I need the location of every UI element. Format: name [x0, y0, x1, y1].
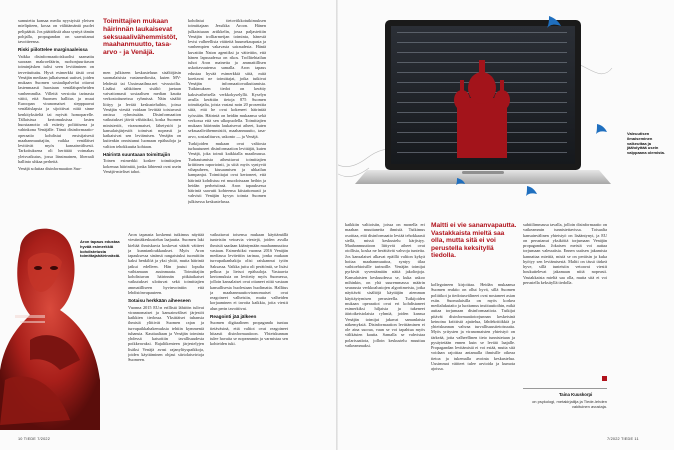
- col3-lower-body-end: Suomen digitaalinen propaganda tuntuu tietäväsinä, että valtiot ovat reagoineet hitaasti disinformaatioon. Yhteiskunnan tulee havaita se nopeammin ja varmistaa sen kohteiden tuki.: [210, 320, 288, 347]
- col1-heading: Riski piilottelee marginaaleissa: [18, 47, 88, 53]
- col2-lower-body-end: Vuonna 2015 EU:n erillistä lähtöön tulivat virannomaiset ja kansainväliset järjestöt kaikkien tiedossa. Yksittäiset tuhansia ihmisiä ylittivät Suomen rajan ja turvapaikkahakemuksia tehtiin kymmeniä tuhansia. Kauttaaltaan ja Venäjän toiminta yhdessä katsottiin tavallisuudesta poikkeavaksi. Rajaliikenteen järjestelyjen lisäksi Venäjä avasi rajanylityspaikkoja, joiden käyttäminen ohjasi siirtolaisvirtoja Suomeen.: [128, 304, 204, 363]
- left-column-3: [188, 18, 266, 224]
- col2-lower-body: Aron tapausta koskenut tutkimus näyttää viestintäkeskustelun laajuutta. Suomen laki kieltää ihmiskuvia koskevat väärät väitteet ja kunnianloukkaukset. Myös Aron tapauksessa sinänsä rangaistuksi tuomittiin kaksi henkilöä ja yksi yhtiö, mutta häirintä jatkui edelleen. Hän joutui lopulta vaihtamaan asuinmaata. Toimittajiin kohdistuvan häirinnän pitkäaikaiset vaikutukset ulottuvat sekä toimittajien ammatilliseen hyvinvointiin että lehdistönvapauteen.: [128, 232, 204, 295]
- left-folio: 10 TIEDE 7/2022: [18, 437, 51, 441]
- author-name: Taina Kuuskorpi: [559, 392, 593, 397]
- col3-body: kohdistui tietoviikkotutkimuksen toimittajaan Jessikka Aroon. Hänen julkaistuaan artikkelin, jossa paljastettiin Venäjän trolliarmeijan toiminta, hänestä levisi valheellisia väitteitä huumekaupasta ja vanhempien vakavasta sairaudesta. Häntä kuvattiin Naton agentiksi ja väitettiin, että hänen lapsuudessa on rikos. Trollitehtailun tuhot Aron mainetta ja ammattillisen uskottavuutensa samalla. Aron tapaus edustaa hyvää esimerkkiä siitä, mitä koettavat ne toimittajat, jotka tutkivat Venäjän informaatiovaikuttamista. Tutkimuksen tiedot on kerätty kaksivaiheisella verkkokyselyllä. Kyselyn avulla kerättiin tietoja 875 Suomen toimittajalta, joista vastasi noin 20 prosenttia siitä, että he ovat kokeneet häirintää työssään. Häirintä on heidän mukaansa sekä verkossa että sen ulkopuolella. Toimittajien mukaan häirinnän laukaisevat aiheet, kuten seksuaalivähemmistöt, maahanmuutto, tasa-arvo, sosiaaliturva, uskonto — ja Venäjä.: [188, 18, 266, 139]
- pull-quote: Maltti ei vie sananvapautta. Vastakkaista mieltä saa olla, mutta sitä ei voi perustella keksityllä tiedolla.: [431, 222, 517, 260]
- right-column-1: [345, 222, 425, 422]
- left-column-3-lower: [210, 232, 288, 422]
- col1-body: Vaikka disinformaatioiskuolisi saamattu suoraan makroefäärin, ruohonjuuritason toiminjäsken tulisi seen levitäminen on tervettuttuttu. Hyvä esimerkki tästä ovat Venäjän mediaan julkaisemat uutiset, joiden mukaan Suomen sosiaalipalvelut ottavat lastenmaasti huostaan venäläisperheiden vanhemmilta. Villeitä versioita tarinasta väitti, että Suomen hallitus ja muut Euroopan viranomaiset siepppaavat venäläislapsia ja sijoittivat niitä sinne kenkityksiteltä tai myivät homoparelle. Tällaisissa kertomuksissa lasten huostaanotto oli esitetty poliittisena ja vahinkona Venäjälle. Tämä disinformaatio-operaatio kohdistui ensisijaisesti maahanmuuttajiin, vaikka venäläiset levittivät myös kansainvälisesti. Tarkoituksena oli herättää voimakas yleisvaikutus, jossa länsimainen, liberaali hallinto uhkaa perheitä.: [18, 53, 94, 164]
- col3-lower-body: vaikuttavat toisensa mukaan käyttämällä tunteisiin vetoavia viestejä, joiden avulla ihmisiä saadaan kääntymään maahanmuuttoa vastaan. Esimerkiksi vuonna 2016 Venäjän mediassa levitettiin tarinaa, jonka mukaan turvapaikanhakija olisi raiskannut tytön Saksassa. Vaikka juttu oli perätöntä, se lisäsi pelkoa ja lietsoi epäluuloja. Vastaavia kertomuksia on levitetty myös Suomessa, jolloin kansalaiset ovat ottaneet niitä vastaan kansallisesta huolestaan huolimatta. Hallitus ja maahanmuuttoviranomaiset ovat reagoineet valheisiin, mutta valheiden korjaaminen ei tavoita kaikkia, joita viestit alun perin tavoittivat.: [210, 232, 288, 311]
- col3-body-end: Turkijoiden mukaan ovat valtiosta turhautuneet disinformaation levittäjät, kuten Venäjä, joka toimii kaikkialla maailmassa. Turhautumista aiheuttavat toimittajien kriittinen raportointi, ja siitä myös syntyvät vihapuheen, kiusaamisen ja uhkailun kampanjat. Toimittajat ovat kertoneet, että häirintä kohdistuu eri muodoissaan heihin ja heidän perheisiinsä. Aron tapauksessa häirintä saavutti kohteensa kiistattomasti ja vahvisti Venäjän kyvyn toimia Suomen julkisessa keskustelussa.: [188, 140, 266, 204]
- right-col2-body: kollegoineen kirjoittaa. Heidän mukaansa Suomen reaktio on ollut hyvä, sillä Suomen poliitikot ja tiedotusvälineet ovat nostaneet asian esiin. Suomalaisilla on myös korkea medialukutaito ja luottamus instituutioihin, mikä auttaa torjumaan disinformaatiota. Tutkijat pitävät disinformaatiotorjunnan keskeisinä keinoina kriittistä ajattelua, lähdekritiikkiä ja yhteiskunnan vahvaa turvallisuustietoisuutta. Myös yritysten ja viranomaisten yhteistyö on tärkeää, jotta valheellinen tieto tunnistetaan ja pysäytetään ennen kuin se leviää laajalle. Propagandan levitämistä ei voi estää, mutta sitä voidaan rajoittaa antamalla ihmisille oikeaa tietoa ja tukemalla avointa keskustelua. Uusimmat väitteet tulee arvioida ja kumota ajoissa.: [431, 282, 515, 371]
- col1-intro: sumutettu kansaa media nyystyistä yleisen mielipiteen, kossa on välittämäntä puolet pelipäättä. Jos päättöksiä ahaa syntyä tämän pohjalla, propagandan on saavuttanut tavoitteensa.: [18, 18, 94, 44]
- laptop-image: [337, 8, 617, 213]
- col2-body-end: Toinen esimerkki koskee toimittajien kokemaa häirintää, jonka lähteenä ovat usein Venäjä-mieliset tahot.: [103, 158, 181, 174]
- left-column-1: [18, 18, 94, 173]
- right-column-2: [431, 282, 515, 422]
- col2-heading: Häirintä suuntaaan toimittajiin: [103, 151, 171, 157]
- right-col3-body: subtiilimmassa tavalla, jolloin disinformaatio on vaikeammin tunnistettavissa. Toisaalta kansainvälinen yhteistyö on lisääntynyt, ja EU on perustanut yksiköitä torjumaan Venäjän propagandaa. Jokaisen meistä voi auttaa torjumaan valeuutisia. Ennen uutisen jakamista kannattaa miettiä, mistä se on peräisin ja kuka hyötyy sen leviämisestä. Maltti on tässä tärkeä hyve, sillä tunteisiin vetoavat viestit houkuttelevat jakamaan niitä nopeasti. Vastakkaista mieltä saa olla, mutta sitä ei voi perustella keksityllä tiedolla.: [523, 222, 607, 285]
- end-mark: [602, 376, 607, 381]
- center-gutter: [336, 0, 338, 450]
- col3-lower-heading: Reagointi jää jälkeen: [210, 313, 257, 319]
- right-col1-body: kaikkiin valtioisiin, joissa on monella eri maahan muuttaneita ihmisiä. Tutkimus osoittaa, että disinformaatio leviää tehokkaasti siellä, missä keskustelu kärjistyy. Maahanmuuttoon liittyvät aiheet ovat otollisia, koska ne herättävät vahvoja tunteita. Jos kansalaiset alkavat epäillä valtion kykyä hoitaa maahanmuuttoa, syntyy tilaa vaihtoehtoisille tarinoille. Venäjän toimijat pyrkivät syventämään näitä jakolinjoja. Kansalaisten keskuudessa se, kuka uskoo mihinkin, on yhä suuremmassa määrin seurausta verkkoalustojen algoritmeista, jotka näyttävät sisältöjä käyttäjän aiemman käyttäytymisen perusteella. Tutkijoiden mukaan operaatiot ovat eri kohdistaneet esimerkiksi hiljaisia ja tukeneet äärioikeistolaisia ryhmiä, joiden kanssa Venäjän toimijat jakavat samanlaisia näkemyksiä. Disinformaation levittäminen ei ole aina suoraa, vaan se voi tapahtua myös välikäsien kautta. Samalla se vahvistaa polarisaatiota, jolloin keskustelu muuttuu vaikeammaksi.: [345, 222, 425, 348]
- left-column-2: [103, 70, 181, 224]
- author-bio: on psykologi, metakirjailija ja Tiede-lehden vakituinen avustaja.: [532, 399, 607, 409]
- photo-caption: Valeuutisen ilmaiseminen vaikeuttaa ja jäähdyttää usein valppaana olemista.: [627, 131, 666, 156]
- section-headline: Toimittajien mukaan häirinnän laukaisevat seksuaalivähemmistöt, maahanmuutto, tasa-arvo - ja Venäjä.: [103, 18, 178, 57]
- col1-body-end: Venäjä soluttaa disinformaation Suo-: [18, 166, 82, 172]
- right-column-3: [523, 222, 607, 380]
- col2-body: men julkiseen keskusteluun sisältöjäsin suomalaisista vastamediosita, kuten MV-lehdestä tai Uusimaailma.net -sivustoilta. Lisäksi sähköinen sisältö jaetaan vaivattomasti sosiaalisen median kautta verkostoituneissa ryhmissä. Näin sisältö liittyy ja leviää keskusteluihin, joissa Venäjän viestiä voidaan levittää toistuvasti omissa ryhmissään. Disinformaation vaikutukset jäivät vähäisiksi, koska Suomen ministeriöt, viranomaiset, lähetystöt ja kansalaisjärjestöt toimivat nopeasti ja katkaisivat sen leviämisen. Venäjän on kuitenkin onnistunut luomaan epäluuloja ja valtion tehokkuutta kohtaan.: [103, 70, 181, 149]
- col2-lower-heading: Sotaisu herkkään aiheeseen: [128, 298, 191, 303]
- right-folio: 7/2022 TIEDE 11: [607, 437, 639, 441]
- laptop-illustration: [337, 8, 617, 213]
- figure-caption: Aron tapaus edustaa hyvää esimerkkiä kohdistetusta toimittajahäirinnästä.: [80, 239, 121, 259]
- bio-rule: [523, 388, 607, 389]
- left-column-2-lower: [128, 232, 204, 422]
- right-page: [337, 0, 674, 450]
